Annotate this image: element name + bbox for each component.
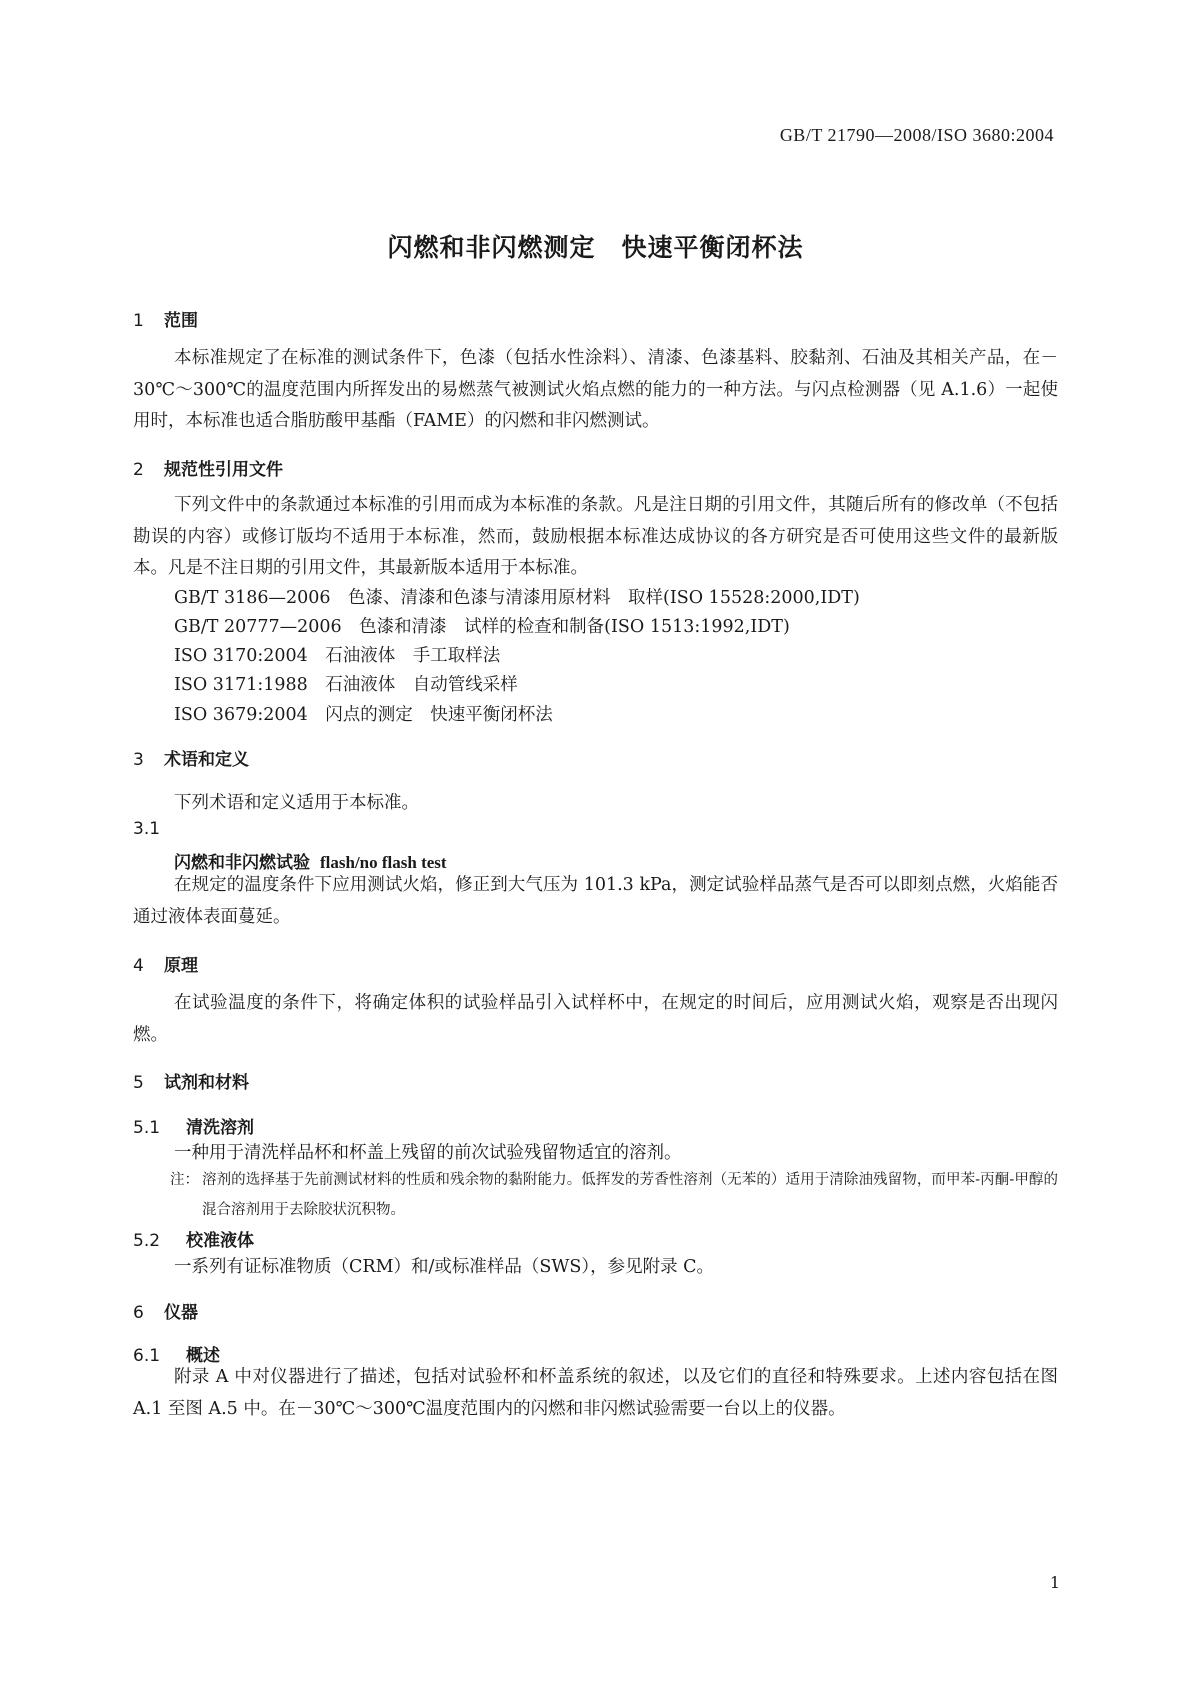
section-number: 1 (133, 311, 144, 331)
subsection-5-1-text: 一种用于清洗样品杯和杯盖上残留的前次试验残留物适宜的溶剂。 (174, 1143, 682, 1163)
subsection-3-1-number: 3.1 (133, 819, 161, 839)
section-title: 规范性引用文件 (164, 460, 283, 480)
document-code: GB/T 21790—2008/ISO 3680:2004 (779, 125, 1054, 145)
subsection-5-2-heading (133, 1226, 254, 1251)
reference-item: ISO 3170:2004 石油液体 手工取样法 (174, 646, 501, 666)
section-6-1-paragraph: 附录 A 中对仪器进行了描述，包括对试验杯和杯盖系统的叙述，以及它们的直径和特殊要求。上述内容包括在图 A.1 至图 A.5 中。在－30℃～300℃温度范围内的闪燃和非闪燃试验需要一台以上的仪器。 (133, 1367, 1058, 1419)
section-4-paragraph: 在试验温度的条件下，将确定体积的试验样品引入试样杯中，在规定的时间后，应用测试火焰，观察是否出现闪燃。 (133, 993, 1058, 1045)
reference-item: GB/T 20777—2006 色漆和清漆 试样的检查和制备(ISO 1513:1992,IDT) (174, 617, 790, 637)
section-title: 仪器 (164, 1303, 198, 1323)
reference-item: GB/T 3186—2006 色漆、清漆和色漆与清漆用原材料 取样(ISO 15528:2000,IDT) (174, 588, 860, 608)
subsection-title: 校准液体 (186, 1231, 254, 1251)
reference-item: ISO 3171:1988 石油液体 自动管线采样 (174, 675, 518, 695)
section-5-heading (133, 1068, 249, 1093)
section-2-heading (133, 455, 283, 480)
section-number: 3 (133, 750, 144, 770)
section-1-heading (133, 306, 198, 331)
document-title: 闪燃和非闪燃测定 快速平衡闭杯法 (387, 233, 804, 262)
section-number: 6 (133, 1303, 144, 1323)
section-title: 术语和定义 (164, 750, 249, 770)
section-3-paragraph: 下列术语和定义适用于本标准。 (174, 793, 419, 813)
section-title: 原理 (164, 956, 198, 976)
subsection-title: 清洗溶剂 (186, 1118, 254, 1138)
term-definition: 在规定的温度条件下应用测试火焰，修正到大气压为 101.3 kPa，测定试验样品蒸气是否可以即刻点燃，火焰能否通过液体表面蔓延。 (133, 875, 1058, 927)
subsection-number: 5.2 (133, 1231, 161, 1251)
subsection-number: 6.1 (133, 1346, 161, 1366)
term-chinese: 闪燃和非闪燃试验 (174, 853, 310, 873)
section-title: 范围 (164, 311, 198, 331)
note (170, 1165, 1058, 1225)
section-number: 2 (133, 460, 144, 480)
section-6-heading (133, 1298, 198, 1323)
section-title: 试剂和材料 (164, 1073, 249, 1093)
subsection-5-2-text: 一系列有证标准物质（CRM）和/或标准样品（SWS），参见附录 C。 (174, 1257, 715, 1277)
term-english: flash/no flash test (320, 853, 447, 872)
section-number: 5 (133, 1073, 144, 1093)
section-number: 4 (133, 956, 144, 976)
note-text: 溶剂的选择基于先前测试材料的性质和残余物的黏附能力。低挥发的芳香性溶剂（无苯的）适用于清除油残留物，而甲苯-丙酮-甲醇的混合溶剂用于去除胶状沉积物。 (202, 1172, 1058, 1218)
subsection-number: 5.1 (133, 1118, 161, 1138)
subsection-title: 概述 (186, 1346, 220, 1366)
section-1-paragraph: 本标准规定了在标准的测试条件下，色漆（包括水性涂料）、清漆、色漆基料、胶黏剂、石油及其相关产品，在－30℃～300℃的温度范围内所挥发出的易燃蒸气被测试火焰点燃的能力的一种方法。与闪点检测器（见 A.1.6）一起使用时，本标准也适合脂肪酸甲基酯（FAME）的闪燃和非闪燃测试。 (133, 348, 1058, 431)
section-4-heading (133, 951, 198, 976)
reference-item: ISO 3679:2004 闪点的测定 快速平衡闭杯法 (174, 705, 553, 725)
page-number: 1 (1049, 1573, 1060, 1592)
note-label: 注： (170, 1172, 199, 1188)
subsection-5-1-heading (133, 1113, 254, 1138)
section-2-paragraph: 下列文件中的条款通过本标准的引用而成为本标准的条款。凡是注日期的引用文件，其随后所有的修改单（不包括勘误的内容）或修订版均不适用于本标准，然而，鼓励根据本标准达成协议的各方研究是否可使用这些文件的最新版本。凡是不注日期的引用文件，其最新版本适用于本标准。 (133, 495, 1058, 578)
section-3-heading (133, 745, 249, 770)
